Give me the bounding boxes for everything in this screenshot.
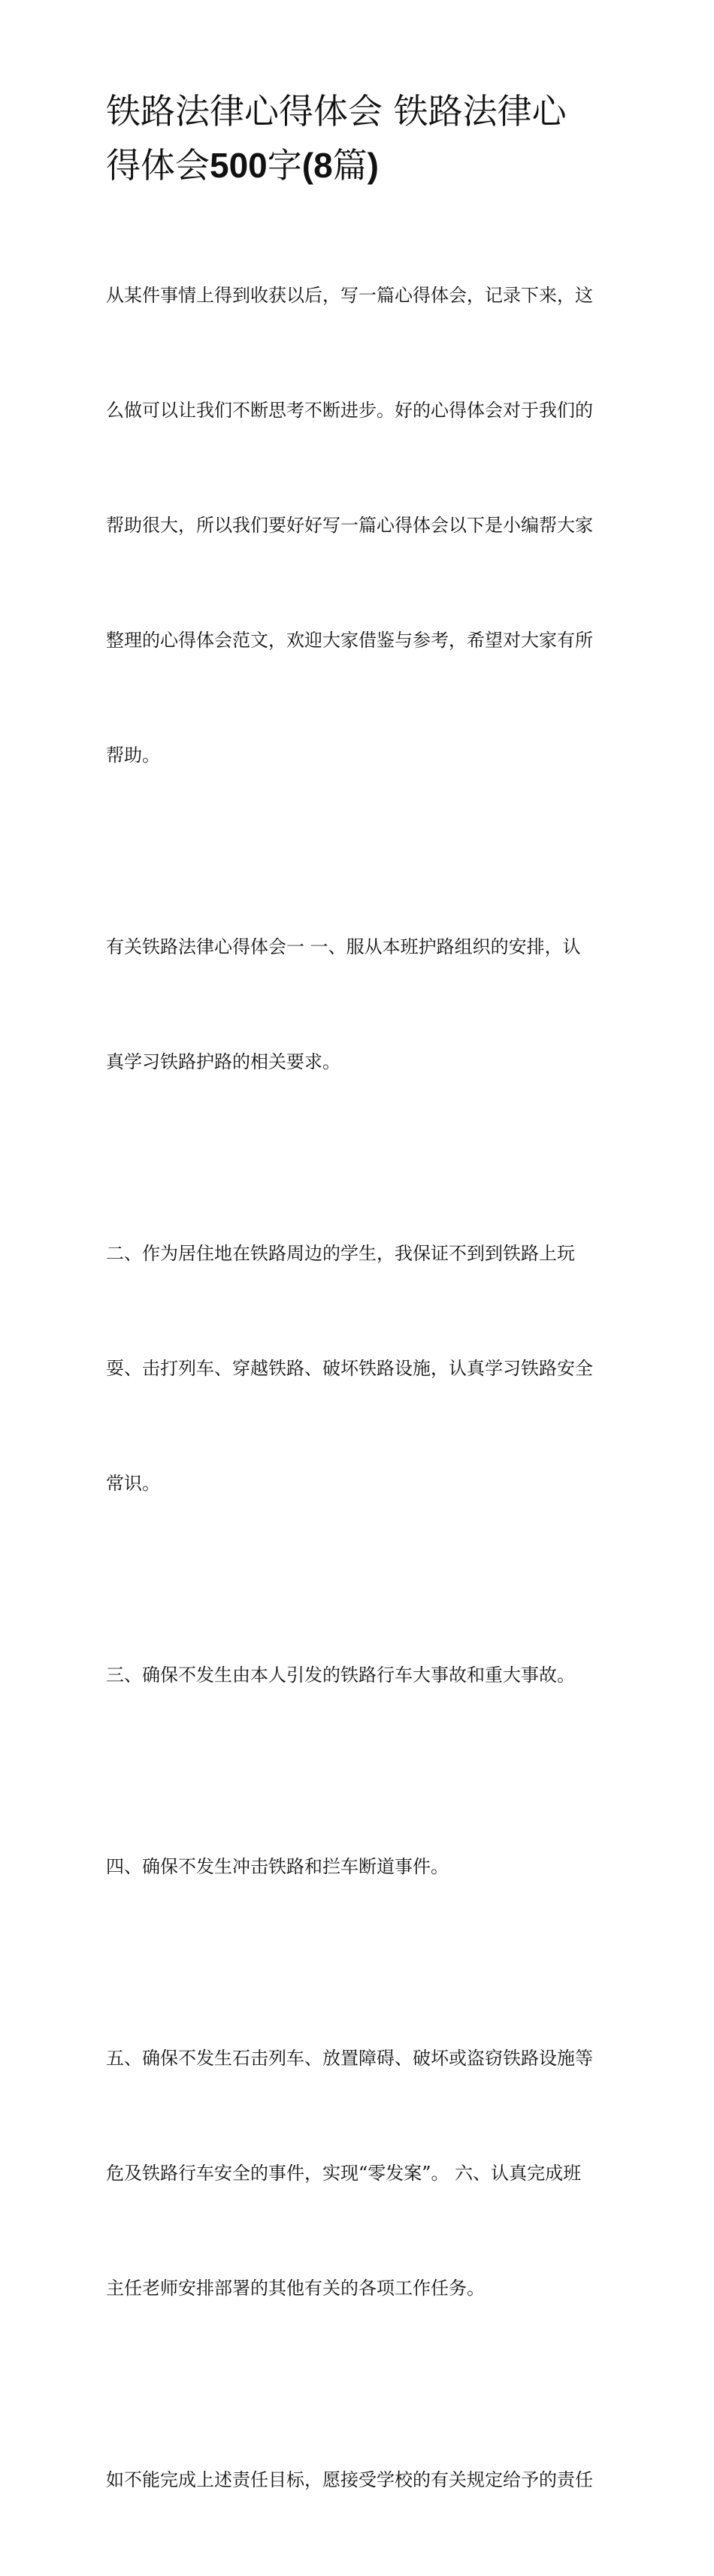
paragraph-item-2: [106, 1158, 614, 1580]
text-line: 真学习铁路护路的相关要求。: [106, 1051, 340, 1072]
text-line: 常识。: [106, 1473, 160, 1494]
text-line: 如不能完成上述责任目标，愿接受学校的有关规定给予的责任: [106, 2469, 593, 2490]
text-line: 帮助很大，所以我们要好好写一篇心得体会以下是小编帮大家: [106, 515, 593, 536]
text-line: 从某件事情上得到收获以后，写一篇心得体会，记录下来，这: [106, 285, 593, 306]
text-line: 五、确保不发生石击列车、放置障碍、破坏或盗窃铁路设施等: [106, 2048, 593, 2069]
text-line: 有关铁路法律心得体会一 一、服从本班护路组织的安排，认: [106, 936, 581, 957]
text-line: 帮助。: [106, 745, 160, 766]
paragraph-item-4: [106, 1771, 614, 1963]
paragraph-closing: [106, 2384, 614, 2576]
title-number: ): [367, 146, 379, 185]
text-line: 四、确保不发生冲击铁路和拦车断道事件。: [106, 1856, 449, 1877]
text-line: 三、确保不发生由本人引发的铁路行车大事故和重大事故。: [106, 1664, 575, 1686]
title-line-2: 得体会500字(8篇): [106, 145, 379, 186]
text-line: 主任老师安排部署的其他有关的各项工作任务。: [106, 2278, 485, 2299]
paragraph-item-1: [106, 851, 614, 1158]
text-line: 危及铁路行车安全的事件，实现“零发案”。 六、认真完成班: [106, 2163, 582, 2184]
title-number: (8: [301, 146, 333, 185]
text-line: 二、作为居住地在铁路周边的学生，我保证不到到铁路上玩: [106, 1243, 575, 1264]
text-line: 么做可以让我们不断思考不断进步。好的心得体会对于我们的: [106, 400, 593, 421]
paragraph-item-3: [106, 1580, 614, 1771]
document-title: [106, 84, 614, 192]
title-line-1: 铁路法律心得体会 铁路法律心: [106, 91, 567, 132]
title-number: 500: [210, 146, 268, 185]
text-line: 整理的心得体会范文，欢迎大家借鉴与参考，希望对大家有所: [106, 630, 593, 651]
paragraph-item-5: [106, 1963, 614, 2384]
document-body: [106, 84, 614, 2576]
text-line: 耍、击打列车、穿越铁路、破坏铁路设施，认真学习铁路安全: [106, 1358, 593, 1379]
paragraph-intro: [106, 200, 614, 851]
